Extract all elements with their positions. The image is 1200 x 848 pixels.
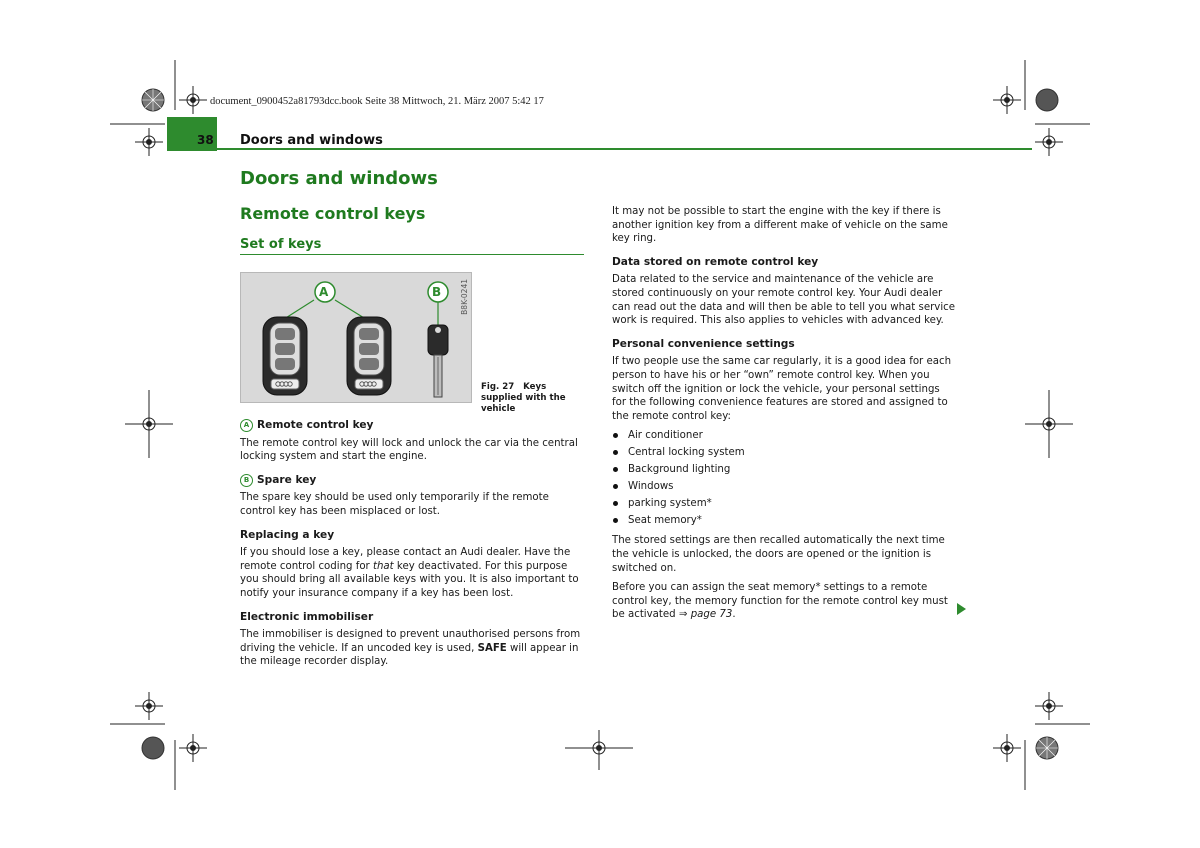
convenience-features-list	[612, 427, 956, 529]
subsection-rule	[240, 254, 584, 255]
stored-data-text: Data related to the service and maintenance of the vehicle are stored continuously on your remote control key. Your Audi dealer can read out the data and will then be able to tell you what service work is required. This also applies to vehicles with advanced key.	[612, 274, 956, 327]
marker-b: B	[240, 474, 253, 487]
replacing-text	[240, 546, 584, 600]
left-column	[240, 419, 584, 669]
header-rule	[217, 148, 1032, 150]
figure-caption-text: Keys supplied with the vehicle	[481, 382, 566, 414]
print-info: document_0900452a81793dcc.book Seite 38 Mittwoch, 21. März 2007 5:42 17	[210, 96, 544, 107]
spare-key-title: Spare key	[257, 473, 317, 486]
figure-code: B8K-0241	[460, 279, 469, 315]
list-item: Background lighting	[612, 461, 956, 478]
list-item: Seat memory*	[612, 512, 956, 529]
figure-caption-number: Fig. 27	[481, 382, 515, 392]
running-head: Doors and windows	[240, 133, 383, 148]
chapter-heading: Doors and windows	[240, 168, 438, 189]
figure-caption	[481, 382, 585, 415]
figure-label-a: A	[319, 285, 329, 299]
personal-settings-text: If two people use the same car regularly, it is a good idea for each person to have his or her “own” remote control key. When you switch off the ignition or lock the vehicle, your personal settings for the following convenience features are stored and assigned to the remote control key:	[612, 356, 952, 422]
right-column	[612, 205, 956, 622]
replacing-text-emphasis: that	[372, 560, 394, 572]
seat-memory-text	[612, 581, 956, 622]
replacing-title: Replacing a key	[240, 528, 335, 541]
safe-display-word: SAFE	[477, 642, 507, 654]
recalled-text: The stored settings are then recalled automatically the next time the vehicle is unlocked, the doors are opened or the ignition is switched on.	[612, 535, 945, 574]
list-item: parking system*	[612, 495, 956, 512]
immobiliser-title: Electronic immobiliser	[240, 610, 374, 623]
keys-figure	[240, 272, 472, 403]
seat-memory-text-end: .	[732, 609, 736, 621]
immobiliser-text	[240, 628, 584, 669]
personal-settings-title: Personal convenience settings	[612, 337, 795, 350]
list-item: Central locking system	[612, 444, 956, 461]
remote-key-text: The remote control key will lock and unlock the car via the central locking system and start the engine.	[240, 437, 578, 463]
seat-memory-text-1: Before you can assign the seat memory* settings to a remote control key, the memory function for the remote control key must be activated	[612, 582, 948, 621]
spare-key	[428, 325, 448, 397]
intro-text: It may not be possible to start the engine with the key if there is another ignition key from a different make of vehicle on the same key ring.	[612, 206, 948, 245]
section-heading: Remote control keys	[240, 204, 426, 223]
list-item: Windows	[612, 478, 956, 495]
immobiliser-text-2: will appear in the mileage recorder display.	[240, 642, 579, 668]
page-reference-link[interactable]: page 73	[690, 609, 733, 621]
immobiliser-text-1: The immobiliser is designed to prevent unauthorised persons from driving the vehicle. If an uncoded key is used,	[240, 629, 581, 654]
continue-arrow-icon	[957, 603, 966, 615]
remote-key-title: Remote control key	[257, 419, 374, 431]
replacing-text-1: If you should lose a key, please contact an Audi dealer. Have the remote control coding for	[240, 547, 571, 572]
page-number: 38	[197, 133, 214, 147]
spare-key-text: The spare key should be used only temporarily if the remote control key has been misplaced or lost.	[240, 492, 549, 517]
stored-data-title: Data stored on remote control key	[612, 255, 819, 268]
figure-label-b: B	[432, 285, 442, 299]
marker-a: A	[240, 419, 253, 432]
reference-arrow: ⇒	[678, 609, 688, 621]
remote-key-1	[263, 317, 307, 395]
replacing-text-2: key deactivated. For this purpose you should bring all available keys with you. It is also important to notify your insurance company if a key has been lost.	[240, 560, 579, 599]
subsection-heading: Set of keys	[240, 237, 322, 252]
list-item: Air conditioner	[612, 427, 956, 444]
remote-key-2	[347, 317, 391, 395]
